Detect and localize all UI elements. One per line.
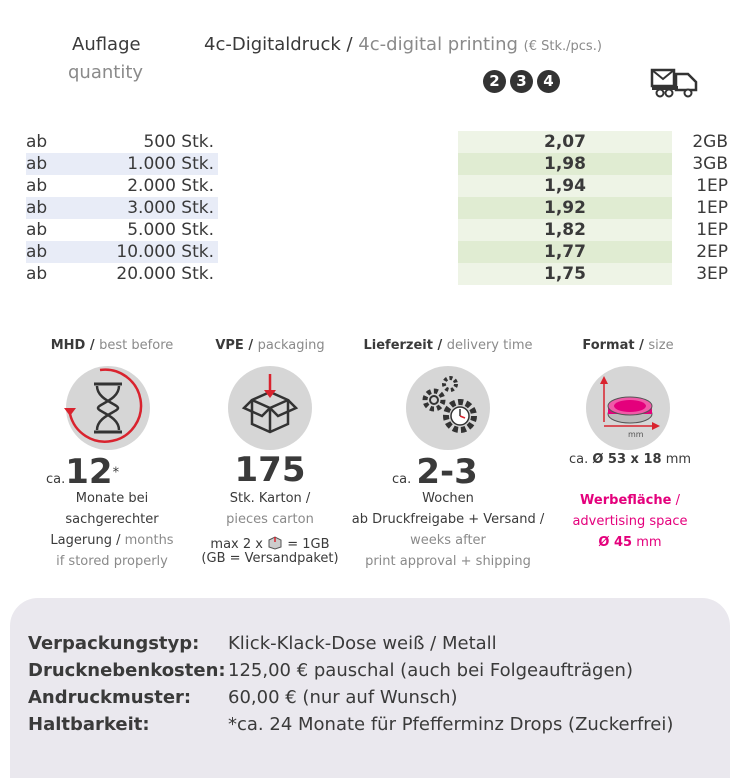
mhd-line1: Monate bei	[75, 491, 149, 506]
prefix: ab	[26, 132, 48, 152]
details-value: 125,00 € pauschal (auch bei Folgeaufträgen)	[228, 660, 633, 681]
vpe-description	[182, 488, 358, 566]
vpe-title: VPE / packaging	[215, 338, 325, 353]
details-value: 60,00 € (nur auf Wunsch)	[228, 687, 458, 708]
prefix: ab	[26, 176, 48, 196]
tin-axis-label: mm	[628, 430, 644, 439]
format-size-unit: mm	[665, 452, 692, 467]
quantity: 3.000 Stk.	[72, 197, 218, 219]
delivery-value	[392, 452, 478, 492]
format-size	[566, 452, 694, 467]
advertising-space: Werbefläche / advertising space Ø 45 mm	[558, 490, 702, 553]
mhd-star: *	[112, 465, 120, 481]
mhd-title-de: MHD	[50, 338, 86, 353]
quantity: 5.000 Stk.	[127, 220, 214, 240]
vpe-line4: (GB = Versandpaket)	[201, 551, 339, 566]
price-row	[26, 219, 728, 241]
details-table	[28, 630, 673, 738]
vpe-line3b: = 1GB	[287, 537, 330, 552]
shipping-code: 2GB	[692, 132, 728, 152]
price-row	[26, 263, 728, 285]
prefix: ab	[26, 153, 72, 175]
badge-3: 3	[510, 70, 533, 93]
price: 1,94	[458, 175, 672, 197]
mhd-title: MHD / best before	[50, 338, 174, 353]
badge-2: 2	[483, 70, 506, 93]
mhd-line4: if stored properly	[56, 554, 168, 569]
quantity: 20.000 Stk.	[116, 264, 214, 284]
vpe-title-de: VPE	[215, 338, 244, 353]
delivery-title-de: Lieferzeit	[363, 338, 433, 353]
details-key: Drucknebenkosten:	[28, 660, 226, 681]
mhd-ca: ca.	[46, 472, 66, 487]
advertising-space-value: Ø 45	[598, 535, 633, 550]
vpe-line3a: max 2 x	[210, 537, 263, 552]
format-size-ca: ca.	[568, 452, 589, 467]
mhd-title-en: best before	[99, 338, 174, 353]
price: 1,92	[458, 197, 672, 219]
format-title: Format / size	[582, 338, 674, 353]
shipping-code: 1EP	[696, 176, 728, 196]
vpe-number: 175	[234, 450, 306, 490]
price-row	[26, 153, 728, 175]
quantity-heading-de: Auflage	[72, 34, 141, 55]
quantity-heading-en: quantity	[68, 62, 144, 83]
advertising-space-en: advertising space	[572, 514, 688, 529]
vpe-line1: Stk. Karton /	[229, 491, 311, 506]
price-row	[26, 131, 728, 153]
delivery-truck-icon	[650, 66, 702, 102]
print-heading-unit: (€ Stk./pcs.)	[523, 39, 602, 54]
delivery-ca: ca.	[392, 472, 412, 487]
quantity: 500 Stk.	[143, 132, 214, 152]
format-title-de: Format	[582, 338, 635, 353]
gears-clock-icon	[406, 366, 490, 450]
price: 1,82	[458, 219, 672, 241]
price-row	[26, 241, 728, 263]
shipping-code: 3GB	[692, 154, 728, 174]
prefix: ab	[26, 220, 48, 240]
price: 1,98	[458, 153, 672, 175]
mhd-line3b: months	[124, 533, 174, 548]
print-heading	[204, 34, 602, 55]
print-heading-de: 4c-Digitaldruck	[204, 34, 341, 55]
shipping-code: 2EP	[696, 242, 728, 262]
details-value: *ca. 24 Monate für Pfefferminz Drops (Zuckerfrei)	[228, 714, 674, 735]
mhd-line3a: Lagerung	[50, 533, 112, 548]
mhd-number: 12	[65, 452, 113, 492]
quantity: 1.000 Stk.	[72, 153, 218, 175]
format-title-en: size	[648, 338, 674, 353]
delivery-title-en: delivery time	[446, 338, 533, 353]
badge-4: 4	[537, 70, 560, 93]
details-key: Andruckmuster:	[28, 687, 192, 708]
mhd-description: Monate bei sachgerechter Lagerung / months if stored properly	[22, 488, 202, 572]
box-icon	[228, 366, 312, 450]
price-row	[26, 197, 728, 219]
price: 1,75	[458, 263, 672, 285]
delivery-line4: print approval + shipping	[365, 554, 531, 569]
print-heading-en: 4c-digital printing	[358, 34, 518, 55]
details-row	[28, 657, 673, 684]
small-box-icon	[267, 536, 283, 550]
delivery-line2: ab Druckfreigabe + Versand /	[351, 512, 545, 527]
quantity: 10.000 Stk.	[72, 241, 218, 263]
prefix: ab	[26, 264, 48, 284]
color-count-badges	[483, 70, 560, 93]
shipping-code: 3EP	[696, 264, 728, 284]
delivery-line3: weeks after	[410, 533, 486, 548]
price-row	[26, 175, 728, 197]
details-key: Haltbarkeit:	[28, 714, 150, 735]
details-row	[28, 684, 673, 711]
price: 2,07	[458, 131, 672, 153]
delivery-number: 2-3	[416, 452, 478, 492]
shipping-code: 1EP	[696, 198, 728, 218]
advertising-space-de: Werbefläche	[580, 493, 672, 508]
vpe-line2: pieces carton	[226, 512, 314, 527]
details-value: Klick-Klack-Dose weiß / Metall	[228, 633, 497, 654]
mhd-value	[46, 452, 119, 492]
delivery-title: Lieferzeit / delivery time	[363, 338, 533, 353]
delivery-description	[350, 488, 546, 572]
shipping-code: 1EP	[696, 220, 728, 240]
quantity: 2.000 Stk.	[127, 176, 214, 196]
tin-size-icon	[586, 366, 670, 450]
details-row	[28, 630, 673, 657]
details-key: Verpackungstyp:	[28, 633, 200, 654]
details-row	[28, 711, 673, 738]
mhd-line2: sachgerechter	[65, 512, 159, 527]
price-table	[26, 131, 728, 285]
advertising-space-unit: mm	[636, 535, 662, 550]
vpe-title-en: packaging	[257, 338, 325, 353]
delivery-line1: Wochen	[422, 491, 474, 506]
price: 1,77	[458, 241, 672, 263]
hourglass-icon	[66, 366, 150, 450]
prefix: ab	[26, 241, 72, 263]
format-size-value: Ø 53 x 18	[592, 452, 662, 467]
print-heading-sep: /	[340, 34, 359, 55]
prefix: ab	[26, 197, 72, 219]
